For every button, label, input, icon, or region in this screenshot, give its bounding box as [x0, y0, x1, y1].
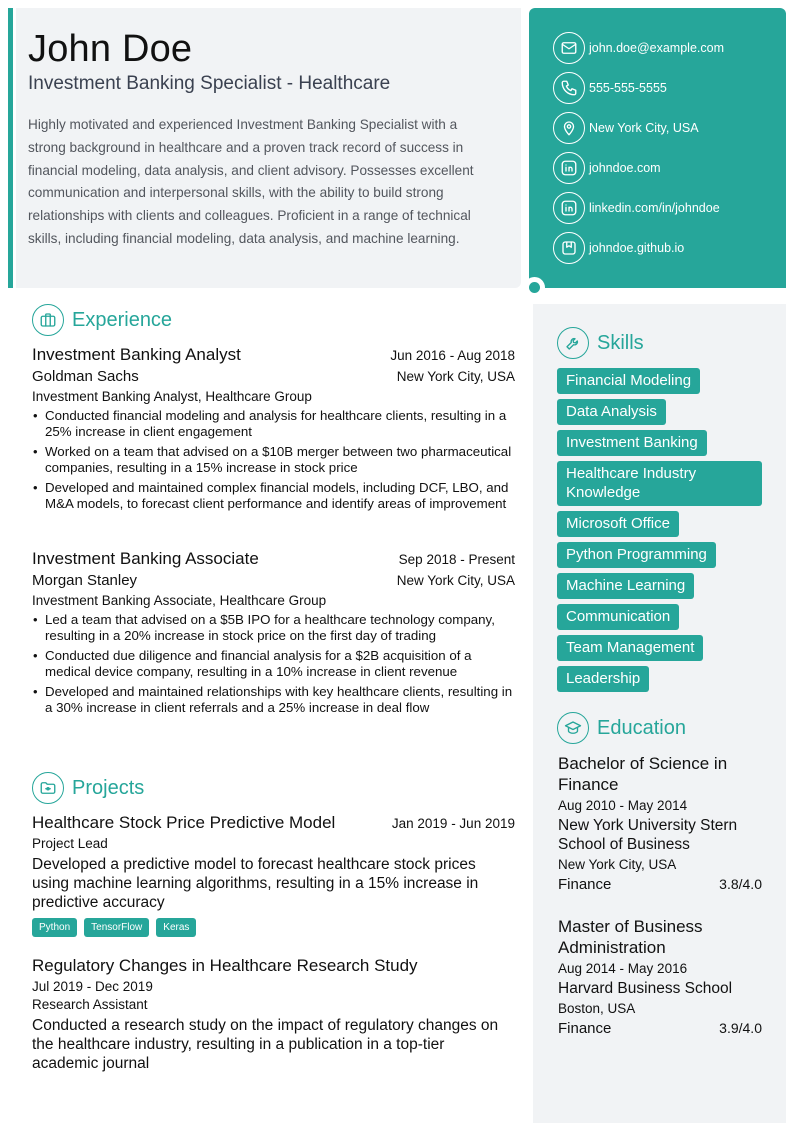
education-gpa: 3.9/4.0: [719, 1020, 762, 1036]
contact-website[interactable]: [553, 151, 661, 185]
contact-linkedin[interactable]: [553, 191, 720, 225]
project-tags: [32, 918, 515, 937]
contact-location: [553, 111, 699, 145]
education-gpa-row: [558, 876, 762, 893]
project-tag: Python: [32, 918, 77, 937]
education-field: Finance: [558, 1020, 612, 1037]
job-location: New York City, USA: [396, 573, 515, 588]
school-name: Harvard Business School: [558, 980, 733, 997]
location-icon: [553, 112, 585, 144]
job-bullet: • Led a team that advised on a $5B IPO for a healthcare technology company, resulting in a 20% increase in stock price on the first day of trading: [32, 612, 515, 644]
graduation-cap-icon: [557, 712, 589, 744]
experience-title: Experience: [72, 308, 173, 331]
company-name: Morgan Stanley: [32, 572, 138, 589]
company-name: Goldman Sachs: [32, 368, 139, 385]
skills-heading: [557, 327, 644, 359]
job-title: Investment Banking Analyst: [32, 345, 241, 364]
skill-badge: Machine Learning: [557, 573, 694, 599]
project-tag: TensorFlow: [84, 918, 149, 937]
candidate-name: John Doe: [28, 28, 193, 70]
education-field: Finance: [558, 876, 612, 893]
project-role: Research Assistant: [32, 997, 148, 1012]
job-dates: Sep 2018 - Present: [398, 552, 515, 567]
project-entry: [32, 956, 515, 1073]
project-entry: [32, 813, 515, 937]
experience-heading: [32, 304, 172, 336]
contact-email[interactable]: [553, 31, 724, 65]
folder-icon: [32, 772, 64, 804]
project-tag: Keras: [156, 918, 196, 937]
job-dates: Jun 2016 - Aug 2018: [390, 348, 515, 363]
job-bullet: • Worked on a team that advised on a $10B merger between two pharmaceutical companies, resulting in a 15% increase in stock price: [32, 444, 515, 476]
education-heading: [557, 712, 686, 744]
contact-phone[interactable]: [553, 71, 667, 105]
phone-icon: [553, 72, 585, 104]
job-bullet: • Developed and maintained complex financial models, including DCF, LBO, and M&A models, to forecast client performance and identify areas of improvement: [32, 480, 515, 512]
job-location: New York City, USA: [396, 369, 515, 384]
job-title: Investment Banking Associate: [32, 549, 259, 568]
skill-badge: Python Programming: [557, 542, 716, 568]
profile-summary: Highly motivated and experienced Investment Banking Specialist with a strong background in healthcare and a proven track record of success in financial modeling, data analysis, and client advisory. Possesses excellent communication and interpersonal skills, with the ability to build strong relationships with clients and colleagues. Proficient in a range of technical skills, including financial modeling, data analysis, and machine learning.: [28, 117, 474, 246]
education-entry: [558, 754, 762, 893]
school-location: New York City, USA: [558, 857, 677, 872]
skill-badge: Healthcare Industry Knowledge: [557, 461, 762, 506]
wrench-icon: [557, 327, 589, 359]
job-bullet: • Conducted financial modeling and analysis for healthcare clients, resulting in a 25% increase in client engagement: [32, 408, 515, 440]
contact-location-text: New York City, USA: [589, 121, 699, 135]
job-entry: [32, 345, 515, 516]
contact-github-text: johndoe.github.io: [589, 241, 685, 255]
github-icon: [553, 232, 585, 264]
projects-title: Projects: [72, 776, 145, 799]
education-dates: Aug 2014 - May 2016: [558, 961, 688, 976]
candidate-role: Investment Banking Specialist - Healthcare: [28, 73, 391, 94]
skills-title: Skills: [597, 331, 644, 354]
linkedin-icon: [553, 192, 585, 224]
skill-badge: Data Analysis: [557, 399, 666, 425]
education-gpa: 3.8/4.0: [719, 876, 762, 892]
timeline-dot: [529, 282, 540, 293]
degree-name: Bachelor of Science in Finance: [558, 754, 728, 794]
skill-badge: Team Management: [557, 635, 703, 661]
job-subtitle: Investment Banking Analyst, Healthcare Group: [32, 389, 312, 404]
skill-badge: Investment Banking: [557, 430, 707, 456]
projects-heading: [32, 772, 144, 804]
degree-name: Master of Business Administration: [558, 917, 703, 957]
job-bullet: • Developed and maintained relationships with key healthcare clients, resulting in a 30% increase in client referrals and a 25% increase in deal flow: [32, 684, 515, 716]
skills-list: [557, 368, 762, 692]
job-subtitle: Investment Banking Associate, Healthcare Group: [32, 593, 327, 608]
education-title: Education: [597, 716, 686, 739]
education-gpa-row: [558, 1020, 762, 1037]
job-bullets: [32, 408, 515, 512]
project-title: Healthcare Stock Price Predictive Model: [32, 813, 336, 832]
job-bullets: [32, 612, 515, 716]
education-entry: [558, 917, 762, 1037]
accent-bar: [8, 8, 13, 288]
project-title: Regulatory Changes in Healthcare Research Study: [32, 956, 418, 975]
school-location: Boston, USA: [558, 1001, 636, 1016]
skill-badge: Microsoft Office: [557, 511, 679, 537]
email-icon: [553, 32, 585, 64]
linkedin-icon: [553, 152, 585, 184]
project-dates: Jan 2019 - Jun 2019: [391, 816, 515, 831]
job-entry: [32, 549, 515, 720]
skill-badge: Leadership: [557, 666, 649, 692]
contact-email-text: john.doe@example.com: [589, 41, 724, 55]
job-bullet: • Conducted due diligence and financial analysis for a $2B acquisition of a medical device company, resulting in a 10% increase in client revenue: [32, 648, 515, 680]
contact-phone-text: 555-555-5555: [589, 81, 667, 95]
contact-github[interactable]: [553, 231, 684, 265]
project-description: Conducted a research study on the impact of regulatory changes on the healthcare industry, resulting in a publication in a top-tier academic journal: [32, 1017, 499, 1072]
contact-website-text: johndoe.com: [589, 161, 661, 175]
project-dates: Jul 2019 - Dec 2019: [32, 979, 153, 994]
briefcase-icon: [32, 304, 64, 336]
education-dates: Aug 2010 - May 2014: [558, 798, 688, 813]
skill-badge: Financial Modeling: [557, 368, 700, 394]
skill-badge: Communication: [557, 604, 679, 630]
school-name: New York University Stern School of Business: [558, 817, 738, 853]
project-role: Project Lead: [32, 836, 108, 851]
contact-linkedin-text: linkedin.com/in/johndoe: [589, 201, 720, 215]
project-description: Developed a predictive model to forecast healthcare stock prices using machine learning algorithms, resulting in a 15% increase in predictive accuracy: [32, 856, 479, 911]
